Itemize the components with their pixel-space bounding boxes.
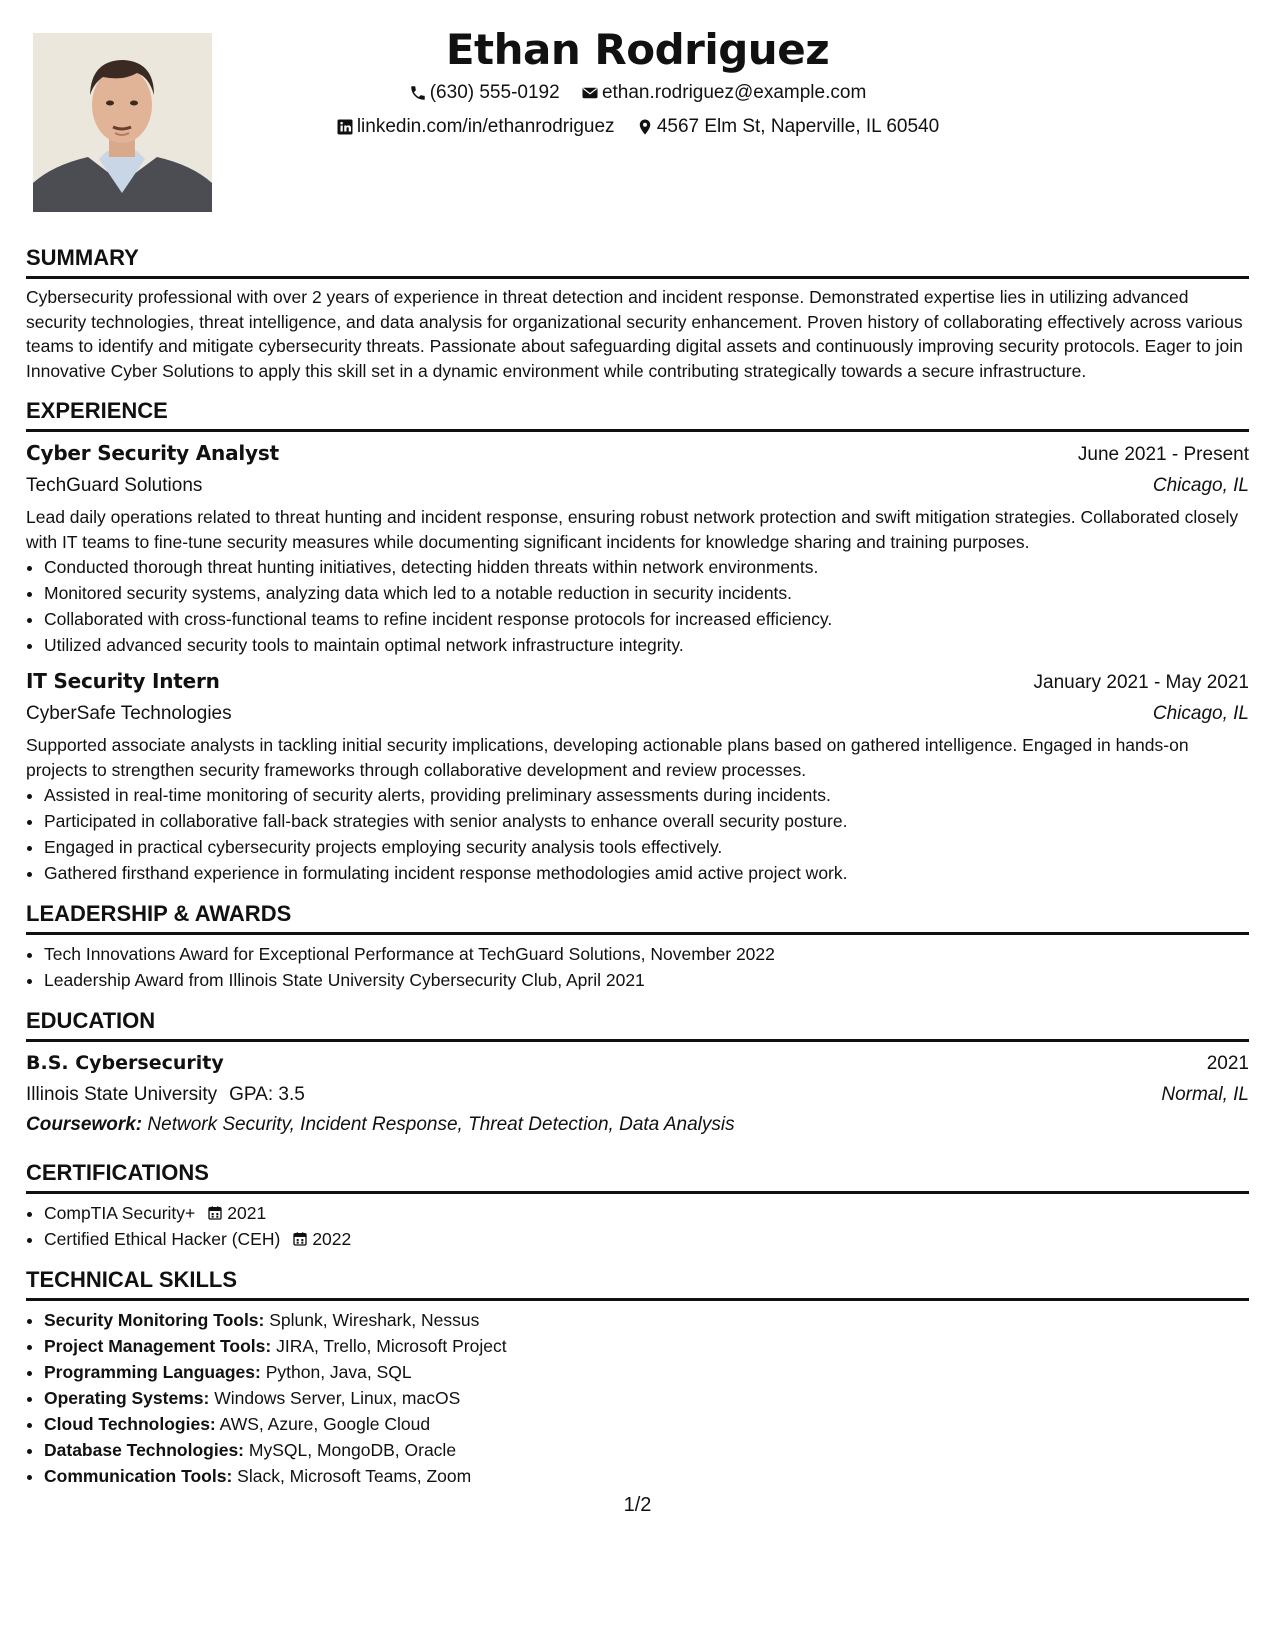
skill-value: MySQL, MongoDB, Oracle (248, 1440, 457, 1460)
phone-icon (409, 84, 427, 102)
job-entry (26, 438, 1249, 658)
list-item: • Gathered firsthand experience in formulating incident response methodologies amid active project work. (44, 860, 1249, 886)
address-text: 4567 Elm St, Naperville, IL 60540 (656, 116, 940, 137)
education-section (26, 1007, 1249, 1139)
contact-line-1 (230, 78, 1045, 112)
skills-section (26, 1266, 1249, 1489)
job-header-row (26, 438, 1249, 470)
list-item (44, 1307, 1249, 1333)
job-dates: January 2021 - May 2021 (1033, 672, 1249, 693)
education-school-row (26, 1079, 1249, 1110)
coursework-text: Network Security, Incident Response, Threat Detection, Data Analysis (147, 1114, 735, 1135)
certification-year: 2022 (312, 1229, 352, 1249)
list-item (44, 1385, 1249, 1411)
job-title: IT Security Intern (26, 669, 220, 693)
job-location: Chicago, IL (1152, 703, 1249, 724)
list-item: • Collaborated with cross-functional teams to refine incident response protocols for increased efficiency. (44, 606, 1249, 632)
job-company-row (26, 470, 1249, 501)
skill-label: Programming Languages: (44, 1362, 261, 1382)
awards-section (26, 900, 1249, 993)
job-location: Chicago, IL (1152, 475, 1249, 496)
skill-label: Communication Tools: (44, 1466, 233, 1486)
job-company: CyberSafe Technologies (26, 703, 232, 724)
graduation-year: 2021 (1206, 1053, 1249, 1074)
section-title-skills: TECHNICAL SKILLS (26, 1266, 1249, 1301)
calendar-icon (207, 1205, 223, 1221)
email-text[interactable]: ethan.rodriguez@example.com (601, 82, 867, 103)
awards-list (26, 941, 1249, 993)
education-header-row (26, 1048, 1249, 1079)
list-item (44, 1200, 1249, 1226)
certification-name: • Certified Ethical Hacker (CEH) (44, 1229, 281, 1249)
profile-photo-illustration (33, 33, 212, 212)
list-item (44, 1359, 1249, 1385)
job-description: Supported associate analysts in tackling initial security implications, developing actionable plans based on gathered intelligence. Engaged in hands-on projects to strengthen security frameworks through collaborative development and review processes. (26, 735, 1189, 780)
page-number: 1/2 (623, 1494, 652, 1516)
contact-line-2 (230, 112, 1045, 146)
certification-name: • CompTIA Security+ (44, 1203, 196, 1223)
linkedin-icon (336, 118, 354, 136)
job-bullets (26, 554, 1249, 658)
contact-phone (409, 78, 560, 108)
list-item: • Assisted in real-time monitoring of security alerts, providing preliminary assessments during incidents. (44, 782, 1249, 808)
skill-label: Operating Systems: (44, 1388, 210, 1408)
envelope-icon (581, 84, 599, 102)
summary-text: Cybersecurity professional with over 2 years of experience in threat detection and incident response. Demonstrated expertise lies in utilizing advanced security technologies, threat intelligence, and data analysis for organizational security enhancement. Proven history of collaborating effectively across various teams to identify and mitigate cybersecurity threats. Passionate about safeguarding digital assets and continuously improving security protocols. Eager to join Innovative Cyber Solutions to apply this skill set in a dynamic environment while contributing strategically towards a secure infrastructure. (26, 287, 1243, 381)
resume-header (230, 22, 1045, 146)
school-location: Normal, IL (1161, 1084, 1249, 1105)
resume-body (26, 244, 1249, 1503)
skill-value: Python, Java, SQL (265, 1362, 412, 1382)
list-item: • Participated in collaborative fall-back strategies with senior analysts to enhance overall security posture. (44, 808, 1249, 834)
job-entry (26, 666, 1249, 886)
linkedin-text[interactable]: linkedin.com/in/ethanrodriguez (356, 116, 615, 137)
list-item: • Utilized advanced security tools to maintain optimal network infrastructure integrity. (44, 632, 1249, 658)
school-name: Illinois State University (26, 1084, 218, 1105)
candidate-name: Ethan Rodriguez (445, 25, 830, 74)
skill-value: Windows Server, Linux, macOS (214, 1388, 461, 1408)
list-item: • Conducted thorough threat hunting initiatives, detecting hidden threats within network environments. (44, 554, 1249, 580)
section-title-summary: SUMMARY (26, 244, 1249, 279)
skills-list (26, 1307, 1249, 1489)
section-title-awards: LEADERSHIP & AWARDS (26, 900, 1249, 935)
list-item (44, 1226, 1249, 1252)
degree: B.S. Cybersecurity (26, 1052, 224, 1074)
list-item (44, 1463, 1249, 1489)
skill-value: AWS, Azure, Google Cloud (219, 1414, 431, 1434)
summary-section (26, 244, 1249, 383)
gpa: GPA: 3.5 (229, 1084, 305, 1105)
skill-label: Security Monitoring Tools: (44, 1310, 265, 1330)
list-item (44, 1411, 1249, 1437)
experience-section (26, 397, 1249, 886)
skill-label: Database Technologies: (44, 1440, 245, 1460)
skill-value: Slack, Microsoft Teams, Zoom (237, 1466, 472, 1486)
list-item: • Leadership Award from Illinois State University Cybersecurity Club, April 2021 (44, 967, 1249, 993)
certifications-list (26, 1200, 1249, 1252)
job-company: TechGuard Solutions (26, 475, 203, 496)
contact-address (636, 112, 939, 142)
certifications-section (26, 1159, 1249, 1252)
skill-label: Cloud Technologies: (44, 1414, 216, 1434)
list-item: • Engaged in practical cybersecurity projects employing security analysis tools effectively. (44, 834, 1249, 860)
job-company-row (26, 698, 1249, 729)
job-dates: June 2021 - Present (1077, 444, 1249, 465)
job-header-row (26, 666, 1249, 698)
list-item (44, 1437, 1249, 1463)
map-marker-icon (636, 118, 654, 136)
skill-label: Project Management Tools: (44, 1336, 272, 1356)
job-description: Lead daily operations related to threat hunting and incident response, ensuring robust network protection and swift mitigation strategies. Collaborated closely with IT teams to fine-tune security measures while documenting significant incidents for knowledge sharing and training purposes. (26, 507, 1239, 552)
list-item: • Monitored security systems, analyzing data which led to a notable reduction in security incidents. (44, 580, 1249, 606)
list-item: • Tech Innovations Award for Exceptional Performance at TechGuard Solutions, November 2022 (44, 941, 1249, 967)
section-title-certifications: CERTIFICATIONS (26, 1159, 1249, 1194)
section-title-education: EDUCATION (26, 1007, 1249, 1042)
skill-value: JIRA, Trello, Microsoft Project (276, 1336, 507, 1356)
certification-year: 2021 (227, 1203, 267, 1223)
skill-value: Splunk, Wireshark, Nessus (269, 1310, 480, 1330)
coursework-label: Coursework: (26, 1114, 143, 1135)
job-bullets (26, 782, 1249, 886)
contact-email[interactable] (581, 78, 866, 108)
job-title: Cyber Security Analyst (26, 441, 279, 465)
certification (44, 1200, 266, 1226)
list-item (44, 1333, 1249, 1359)
section-title-experience: EXPERIENCE (26, 397, 1249, 432)
calendar-icon (292, 1231, 308, 1247)
school-info (26, 1079, 305, 1110)
profile-photo (33, 33, 212, 212)
certification (44, 1226, 351, 1252)
contact-linkedin[interactable] (336, 112, 615, 142)
coursework (26, 1110, 1249, 1139)
phone-text: (630) 555-0192 (429, 82, 560, 103)
